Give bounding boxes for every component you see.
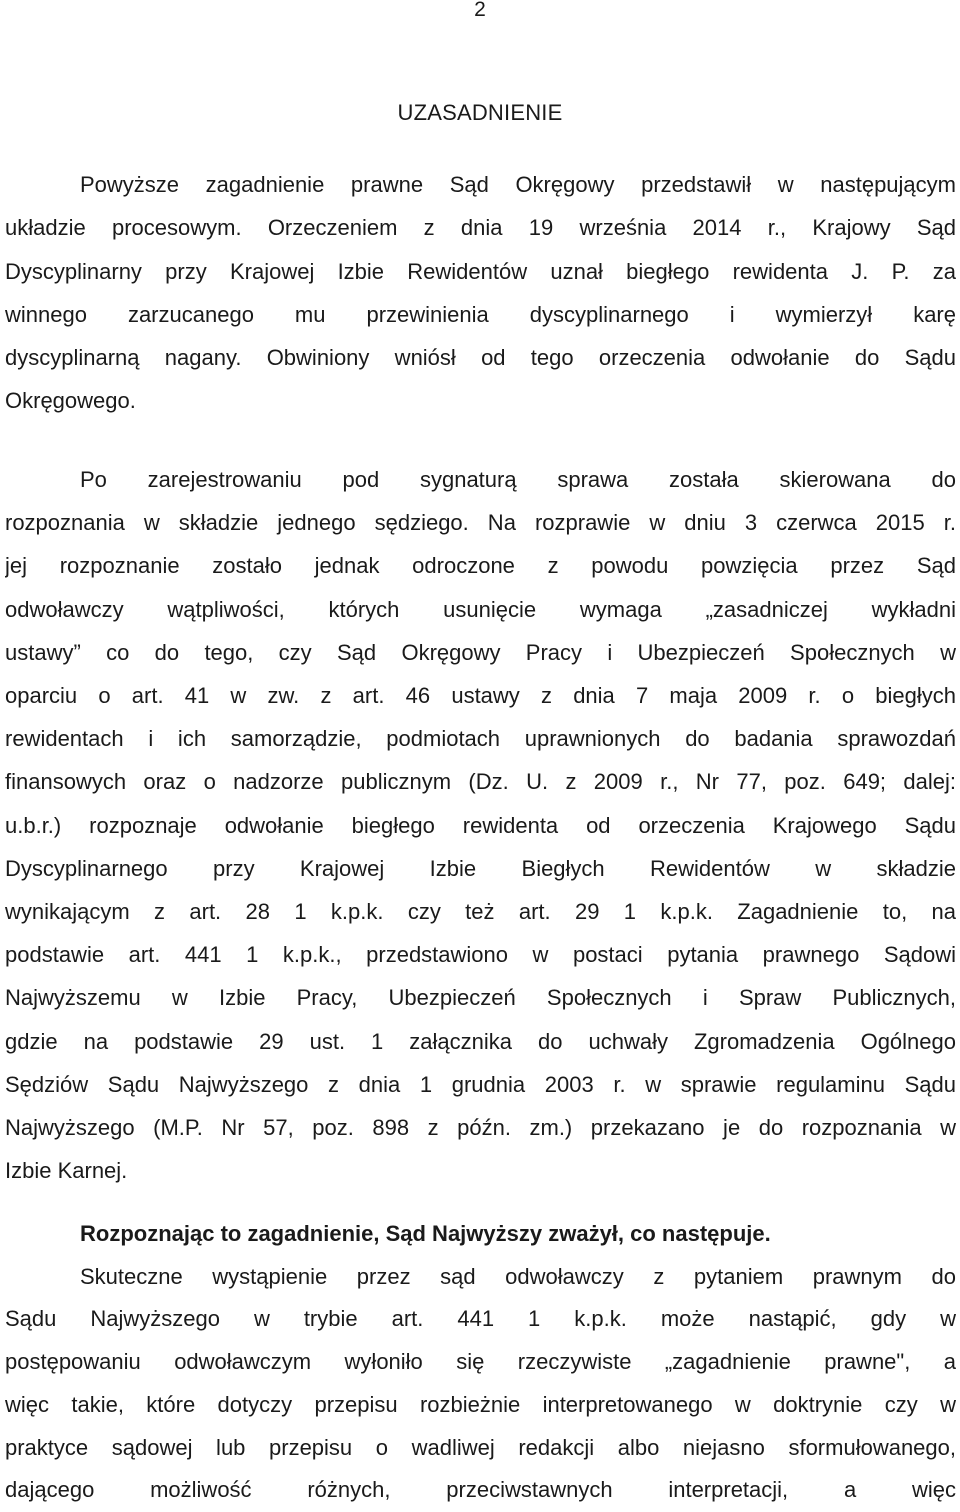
text-line: rozpoznania w składzie jednego sędziego. Na rozprawie w dniu 3 czerwca 2015 r. (5, 510, 956, 536)
text-line: postępowaniu odwoławczym wyłoniło się rzeczywiste „zagadnienie prawne", a (5, 1349, 956, 1375)
text-line: rewidentach i ich samorządzie, podmiotach uprawnionych do badania sprawozdań (5, 726, 956, 752)
text-line: odwoławczy wątpliwości, których usunięcie wymaga „zasadniczej wykładni (5, 596, 956, 622)
text-line: Dyscyplinarny przy Krajowej Izbie Rewidentów uznał biegłego rewidenta J. P. za (5, 258, 956, 284)
text-line: ustawy” co do tego, czy Sąd Okręgowy Pracy i Ubezpieczeń Społecznych w (5, 639, 956, 665)
text-line: dyscyplinarną nagany. Obwiniony wniósł od tego orzeczenia odwołanie do Sądu (5, 345, 956, 371)
text-line: Sędziów Sądu Najwyższego z dnia 1 grudnia 2003 r. w sprawie regulaminu Sądu (5, 1071, 956, 1097)
text-line: finansowych oraz o nadzorze publicznym (Dz. U. z 2009 r., Nr 77, poz. 649; dalej: (5, 769, 956, 795)
text-line: Skuteczne wystąpienie przez sąd odwoławczy z pytaniem prawnym do (80, 1263, 956, 1289)
paragraph-legal-question (5, 458, 956, 1192)
text-line: Dyscyplinarnego przy Krajowej Izbie Biegłych Rewidentów w składzie (5, 855, 956, 881)
text-line: układzie procesowym. Orzeczeniem z dnia 19 września 2014 r., Krajowy Sąd (5, 215, 956, 241)
text-line: u.b.r.) rozpoznaje odwołanie biegłego rewidenta od orzeczenia Krajowego Sądu (5, 812, 956, 838)
text-line: Najwyższego (M.P. Nr 57, poz. 898 z późn. zm.) przekazano je do rozpoznania w (5, 1115, 956, 1141)
text-line: Okręgowego. (5, 388, 136, 414)
text-line: więc takie, które dotyczy przepisu rozbieżnie interpretowanego w doktrynie czy w (5, 1391, 956, 1417)
paragraph-procedural-background (5, 163, 956, 423)
text-line: oparciu o art. 41 w zw. z art. 46 ustawy z dnia 7 maja 2009 r. o biegłych (5, 683, 956, 709)
text-line: winnego zarzucanego mu przewinienia dyscyplinarnego i wymierzył karę (5, 301, 956, 327)
text-line: jej rozpoznanie zostało jednak odroczone z powodu powzięcia przez Sąd (5, 553, 956, 579)
text-line: gdzie na podstawie 29 ust. 1 załącznika do uchwały Zgromadzenia Ogólnego (5, 1028, 956, 1054)
paragraph-court-reasoning (5, 1213, 956, 1512)
text-line: Sądu Najwyższego w trybie art. 441 1 k.p.k. może nastąpić, gdy w (5, 1306, 956, 1332)
text-line: Najwyższemu w Izbie Pracy, Ubezpieczeń Społecznych i Spraw Publicznych, (5, 985, 956, 1011)
text-line: Powyższe zagadnienie prawne Sąd Okręgowy przedstawił w następującym (80, 172, 956, 197)
page-number: 2 (474, 0, 486, 21)
text-line: Po zarejestrowaniu pod sygnaturą sprawa została skierowana do (80, 467, 956, 492)
document-title: UZASADNIENIE (397, 100, 563, 125)
text-line: wynikającym z art. 28 1 k.p.k. czy też art. 29 1 k.p.k. Zagadnienie to, na (5, 899, 956, 925)
section-heading: Rozpoznając to zagadnienie, Sąd Najwyższy zważył, co następuje. (80, 1221, 771, 1246)
text-line: dającego możliwość różnych, przeciwstawnych interpretacji, a więc (5, 1477, 956, 1503)
text-line: Izbie Karnej. (5, 1158, 128, 1184)
text-line: podstawie art. 441 1 k.p.k., przedstawiono w postaci pytania prawnego Sądowi (5, 942, 956, 968)
text-line: praktyce sądowej lub przepisu o wadliwej redakcji albo niejasno sformułowanego, (5, 1434, 956, 1460)
